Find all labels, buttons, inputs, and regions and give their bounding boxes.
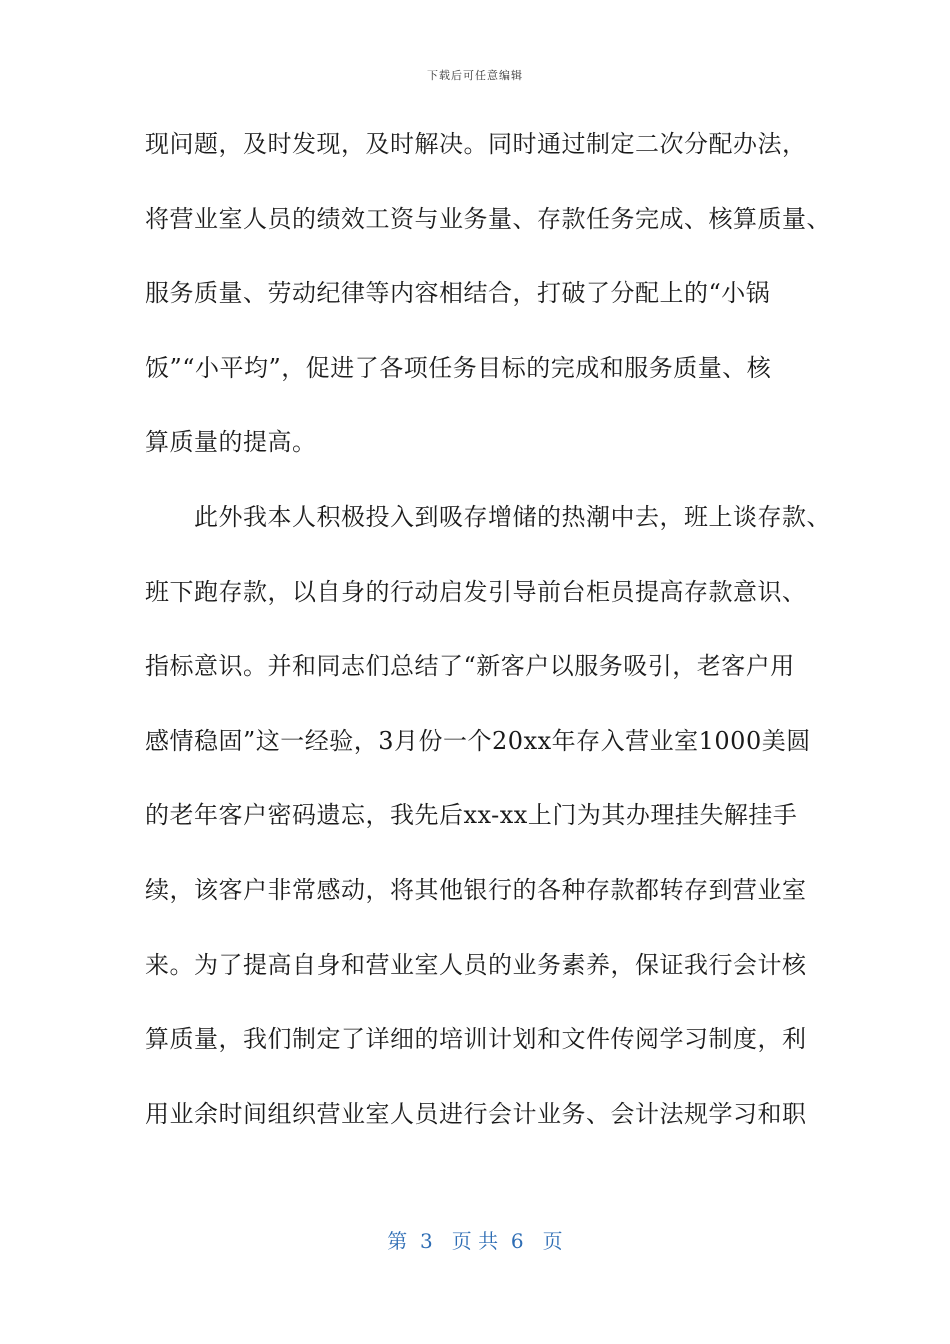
text-line: 将营业室人员的绩效工资与业务量、存款任务完成、核算质量、 — [145, 204, 831, 233]
text-line: 饭”“小平均”，促进了各项任务目标的完成和服务质量、核 — [145, 353, 772, 382]
text-line: 续，该客户非常感动，将其他银行的各种存款都转存到营业室 — [145, 875, 807, 904]
paragraph-start-line: 此外我本人积极投入到吸存增储的热潮中去，班上谈存款、 — [145, 502, 831, 531]
text-line: 算质量的提高。 — [145, 428, 317, 457]
text-line: 的老年客户密码遗忘，我先后xx-xx上门为其办理挂失解挂手 — [145, 801, 798, 830]
text-line: 感情稳固”这一经验，3月份一个20xx年存入营业室1000美圆 — [145, 726, 811, 755]
page-number-footer: 第 3 页 共 6 页 — [387, 1229, 563, 1253]
text-line: 用业余时间组织营业室人员进行会计业务、会计法规学习和职 — [145, 1099, 807, 1128]
text-line: 指标意识。并和同志们总结了“新客户以服务吸引，老客户用 — [145, 652, 795, 681]
page-header: 下载后可任意编辑 — [427, 69, 523, 82]
text-line: 来。为了提高自身和营业室人员的业务素养，保证我行会计核 — [145, 950, 807, 979]
text-line: 现问题，及时发现，及时解决。同时通过制定二次分配办法， — [145, 130, 807, 158]
text-line: 算质量，我们制定了详细的培训计划和文件传阅学习制度，利 — [145, 1025, 807, 1054]
document-body — [145, 119, 831, 1163]
text-line: 班下跑存款，以自身的行动启发引导前台柜员提高存款意识、 — [145, 577, 807, 606]
text-line: 服务质量、劳动纪律等内容相结合，打破了分配上的“小锅 — [145, 279, 771, 308]
